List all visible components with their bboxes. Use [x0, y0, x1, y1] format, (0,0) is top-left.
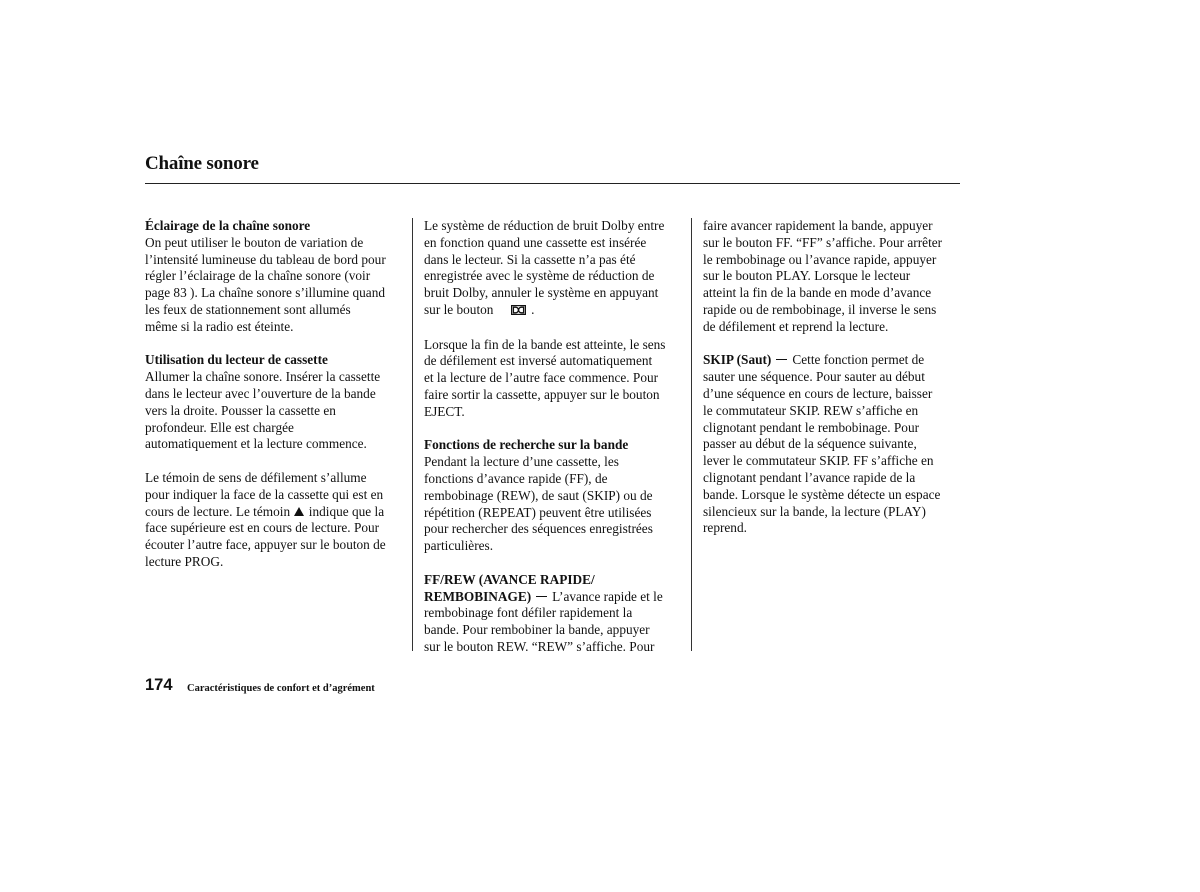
- text-line: sur le bouton PLAY. Lorsque le lecteur: [703, 268, 911, 284]
- text-segment: sur le bouton: [424, 301, 494, 317]
- text-line: répétition (REPEAT) peuvent être utilisées: [424, 504, 652, 520]
- text-line: Lorsque la fin de la bande est atteinte, le sens: [424, 336, 666, 352]
- text-line: bande. Lorsque le système détecte un espace: [703, 486, 941, 502]
- text-line: d’une séquence en cours de lecture, baisser: [703, 385, 933, 401]
- text-line: faire avancer rapidement la bande, appuyer: [703, 218, 933, 233]
- em-dash: [536, 596, 547, 597]
- text-line: [424, 302, 686, 320]
- section-heading: Éclairage de la chaîne sonore: [145, 218, 311, 233]
- text-line: rembobinage font défiler rapidement la: [424, 605, 633, 621]
- text-line: les feux de stationnement sont allumés: [145, 301, 351, 317]
- section-heading: Utilisation du lecteur de cassette: [145, 352, 328, 368]
- title-rule: [145, 183, 960, 184]
- text-line: On peut utiliser le bouton de variation de: [145, 234, 364, 250]
- text-segment: indique que la: [308, 503, 385, 519]
- page-title: Chaîne sonore: [145, 153, 259, 174]
- text-line: [145, 504, 403, 521]
- text-line: clignotant pendant le rembobinage. Pour: [703, 419, 920, 435]
- text-line: pour rechercher des séquences enregistrées: [424, 521, 653, 537]
- column-2: [424, 218, 686, 656]
- text-line: même si la radio est éteinte.: [145, 318, 294, 334]
- section-heading: SKIP (Saut): [703, 352, 772, 368]
- text-line: sauter une séquence. Pour sauter au début: [703, 369, 925, 385]
- text-line: passer au début de la séquence suivante,: [703, 436, 917, 452]
- section-heading: Fonctions de recherche sur la bande: [424, 437, 629, 453]
- text-line: et la lecture de l’autre face commence. Pour: [424, 370, 659, 386]
- text-segment: L’avance rapide et le: [552, 588, 663, 604]
- text-line: Pendant la lecture d’une cassette, les: [424, 454, 619, 470]
- text-line: rapide ou de rembobinage, il inverse le sens: [703, 301, 937, 317]
- text-line: vers la droite. Pousser la cassette en: [145, 402, 336, 418]
- text-line: de défilement est inversé automatiquement: [424, 353, 653, 369]
- text-line: sur le bouton FF. “FF” s’affiche. Pour arrêter: [703, 234, 943, 250]
- section-heading: FF/REW (AVANCE RAPIDE/: [424, 571, 595, 587]
- text-line: atteint la fin de la bande en mode d’avance: [703, 285, 932, 301]
- text-segment: cours de lecture. Le témoin: [145, 503, 291, 519]
- text-line: Le témoin de sens de défilement s’allume: [145, 469, 367, 485]
- dolby-double-d-icon: [511, 303, 526, 320]
- section-heading: REMBOBINAGE): [424, 588, 532, 604]
- text-line: sur le bouton REW. “REW” s’affiche. Pour: [424, 638, 655, 654]
- text-line: [424, 589, 686, 606]
- column-divider-2: [691, 218, 692, 651]
- text-line: en fonction quand une cassette est insérée: [424, 234, 647, 250]
- text-line: dans le lecteur. Si la cassette n’a pas été: [424, 251, 636, 267]
- text-line: reprend.: [703, 520, 747, 536]
- text-segment: Cette fonction permet de: [792, 352, 925, 368]
- column-1: [145, 218, 403, 571]
- text-line: Allumer la chaîne sonore. Insérer la cassette: [145, 369, 381, 385]
- text-line: particulières.: [424, 538, 494, 554]
- text-line: clignotant pendant l’avance rapide de la: [703, 469, 916, 485]
- text-line: enregistrée avec le système de réduction de: [424, 268, 655, 284]
- text-line: profondeur. Elle est chargée: [145, 419, 294, 435]
- em-dash: [776, 359, 787, 360]
- text-line: [703, 352, 961, 369]
- column-divider-1: [412, 218, 413, 651]
- column-3: [703, 218, 961, 537]
- text-line: bruit Dolby, annuler le système en appuyant: [424, 285, 659, 301]
- text-line: fonctions d’avance rapide (FF), de: [424, 470, 608, 486]
- text-line: le rembobinage ou l’avance rapide, appuyer: [703, 251, 937, 267]
- text-line: Le système de réduction de bruit Dolby entre: [424, 218, 665, 233]
- page-number: 174: [145, 676, 173, 694]
- text-line: EJECT.: [424, 403, 465, 419]
- text-line: pour indiquer la face de la cassette qui est en: [145, 486, 384, 502]
- text-line: de défilement et reprend la lecture.: [703, 318, 889, 334]
- text-segment: .: [531, 301, 535, 317]
- text-line: bande. Pour rembobiner la bande, appuyer: [424, 622, 650, 638]
- text-line: rembobinage (REW), de saut (SKIP) ou de: [424, 487, 653, 503]
- text-line: écouter l’autre face, appuyer sur le bouton de: [145, 537, 386, 553]
- text-line: dans le lecteur avec l’ouverture de la bande: [145, 385, 376, 401]
- text-line: lecture PROG.: [145, 553, 224, 569]
- text-line: automatiquement et la lecture commence.: [145, 436, 367, 452]
- text-line: face supérieure est en cours de lecture. Pour: [145, 520, 380, 536]
- triangle-up-icon: [294, 507, 304, 516]
- text-line: régler l’éclairage de la chaîne sonore (voir: [145, 268, 371, 284]
- text-line: l’intensité lumineuse du tableau de bord pour: [145, 251, 386, 267]
- text-line: le commutateur SKIP. REW s’affiche en: [703, 402, 919, 418]
- text-line: lever le commutateur SKIP. FF s’affiche en: [703, 453, 934, 469]
- footer-section-title: Caractéristiques de confort et d’agrément: [187, 683, 375, 694]
- text-line: page 83 ). La chaîne sonore s’illumine quand: [145, 285, 386, 301]
- text-line: faire sortir la cassette, appuyer sur le bouton: [424, 386, 660, 402]
- text-line: silencieux sur la bande, la lecture (PLAY): [703, 503, 926, 519]
